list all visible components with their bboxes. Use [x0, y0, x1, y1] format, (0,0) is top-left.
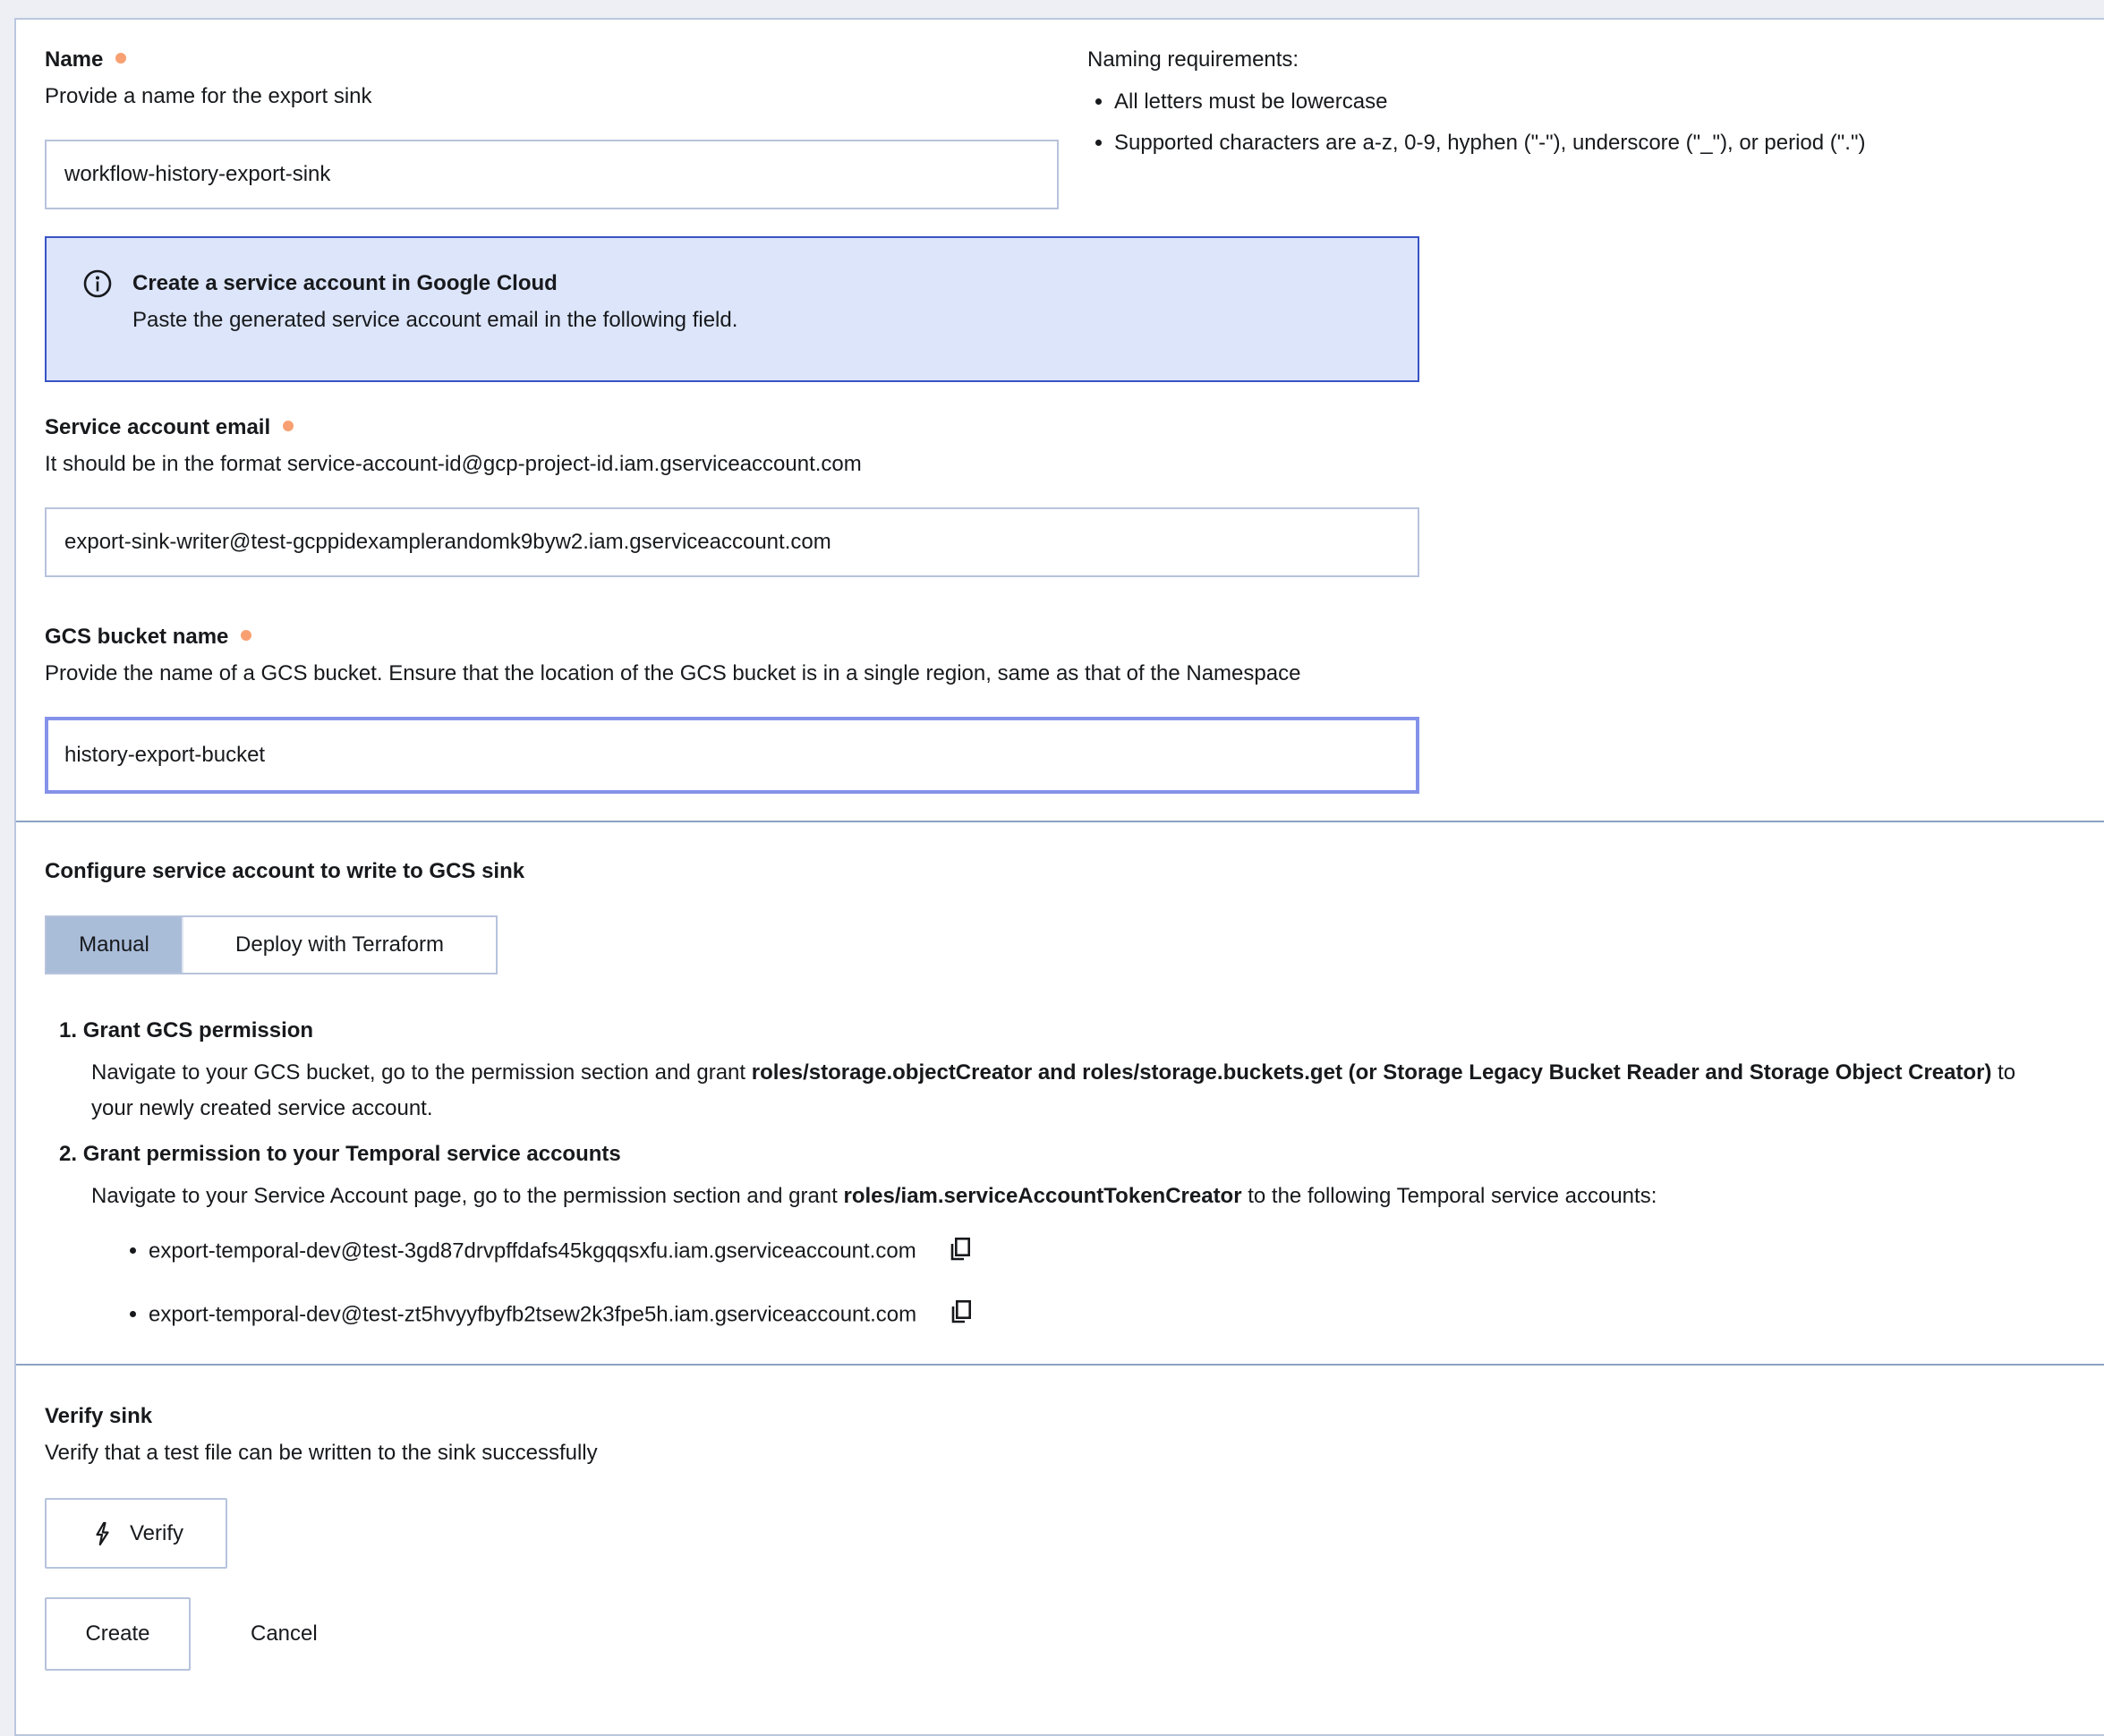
step-title-text: Grant permission to your Temporal service accounts — [82, 1142, 621, 1166]
gcs-bucket-input[interactable] — [45, 717, 1419, 794]
configure-section-title: Configure service account to write to GCS sink — [45, 859, 525, 883]
verify-sink-description: Verify that a test file can be written to the sink successfully — [45, 1441, 598, 1466]
service-account-email: export-temporal-dev@test-3gd87drvpffdafs45kgqqsxfu.iam.gserviceaccount.com — [149, 1238, 916, 1264]
step-text-bold: roles/storage.objectCreator and roles/storage.buckets.get (or Storage Legacy Bucket Reader and Storage Object Creator) — [751, 1060, 1992, 1085]
tab-deploy-with-terraform[interactable]: Deploy with Terraform — [182, 917, 496, 973]
cancel-button-label: Cancel — [251, 1621, 318, 1647]
name-input[interactable] — [45, 140, 1059, 209]
step-number: 1. — [59, 1018, 78, 1042]
name-label: Name — [45, 47, 104, 72]
name-field-block — [45, 43, 1059, 209]
manual-steps — [45, 1014, 2104, 1332]
form-actions — [45, 1597, 2104, 1671]
naming-requirement-item: • Supported characters are a-z, 0-9, hyphen ("-"), underscore ("_"), or period (".") — [1114, 123, 1865, 163]
name-description: Provide a name for the export sink — [45, 84, 372, 108]
required-dot-icon — [283, 421, 294, 431]
service-account-label-row — [45, 411, 2104, 445]
step-body — [91, 1179, 2042, 1214]
info-banner-body: Paste the generated service account email in the following field. — [132, 308, 738, 332]
bucket-description: Provide the name of a GCS bucket. Ensure that the location of the GCS bucket is in a single region, same as that of the Namespace — [45, 661, 1301, 685]
service-account-description: It should be in the format service-account-id@gcp-project-id.iam.gserviceaccount.com — [45, 452, 862, 476]
required-dot-icon — [115, 53, 126, 64]
name-label-row — [45, 43, 1059, 77]
service-account-item — [149, 1234, 2104, 1269]
section-divider — [16, 821, 2104, 822]
step-title-text: Grant GCS permission — [82, 1018, 314, 1042]
service-account-email: export-temporal-dev@test-zt5hvyyfbyfb2tsew2k3fpe5h.iam.gserviceaccount.com — [149, 1302, 917, 1327]
step-grant-gcs-permission — [45, 1014, 2104, 1127]
verify-button-label: Verify — [129, 1520, 184, 1545]
bucket-label-row — [45, 620, 2104, 654]
copy-icon[interactable] — [946, 1298, 975, 1326]
info-icon — [82, 268, 113, 299]
verify-sink-title: Verify sink — [45, 1404, 153, 1429]
service-account-field-block — [45, 411, 2104, 577]
naming-requirements-title: Naming requirements: — [1087, 47, 1299, 72]
cancel-button[interactable] — [251, 1621, 318, 1647]
bucket-field-block — [45, 620, 2104, 794]
service-account-email-input[interactable] — [45, 507, 1419, 577]
info-banner — [45, 236, 1419, 382]
step-text: to the following Temporal service accounts: — [1241, 1184, 1657, 1208]
step-text: to your newly created service account. — [91, 1060, 2016, 1120]
name-and-requirements-row — [45, 43, 2104, 209]
step-title — [59, 1014, 2104, 1048]
configure-tabs — [45, 915, 498, 974]
naming-requirements — [1087, 43, 1865, 165]
tab-manual[interactable]: Manual — [47, 917, 182, 973]
bucket-label: GCS bucket name — [45, 625, 229, 649]
lightning-icon — [89, 1520, 115, 1547]
section-divider — [16, 1364, 2104, 1366]
temporal-service-account-list — [45, 1234, 2104, 1332]
create-button[interactable] — [45, 1597, 191, 1671]
info-banner-texts — [132, 267, 737, 338]
info-banner-title: Create a service account in Google Cloud — [132, 271, 558, 295]
step-body — [91, 1055, 2042, 1127]
export-sink-form-card — [14, 18, 2104, 1736]
step-title — [59, 1137, 2104, 1171]
naming-requirements-list — [1087, 82, 1865, 163]
copy-icon[interactable] — [945, 1235, 974, 1264]
required-dot-icon — [241, 630, 251, 641]
service-account-label: Service account email — [45, 415, 271, 439]
service-account-item — [149, 1298, 2104, 1332]
step-grant-temporal-permission — [45, 1137, 2104, 1332]
naming-requirement-item: • All letters must be lowercase — [1114, 82, 1865, 122]
verify-button[interactable] — [45, 1498, 227, 1569]
step-number: 2. — [59, 1142, 78, 1166]
step-text-bold: roles/iam.serviceAccountTokenCreator — [843, 1184, 1242, 1208]
step-text: Navigate to your GCS bucket, go to the permission section and grant — [91, 1060, 752, 1085]
create-button-label: Create — [85, 1621, 150, 1647]
step-text: Navigate to your Service Account page, go to the permission section and grant — [91, 1184, 844, 1208]
